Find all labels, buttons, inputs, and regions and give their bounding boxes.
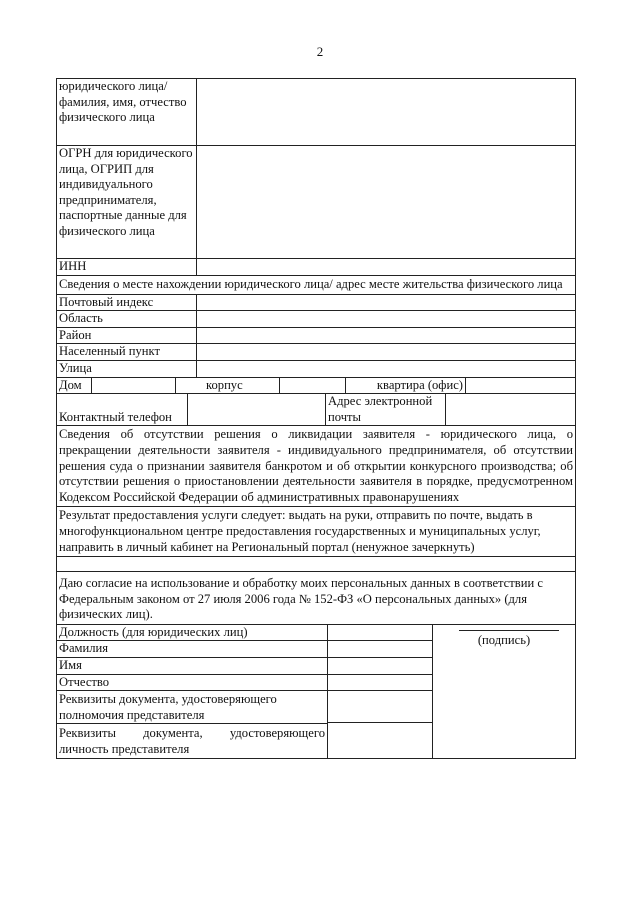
phone-field[interactable]	[187, 394, 325, 425]
street-field[interactable]	[197, 361, 575, 377]
locality-row	[57, 344, 575, 361]
house-row	[57, 378, 575, 395]
contact-row	[57, 394, 575, 426]
region-label: Область	[57, 311, 197, 327]
house-label: Дом	[59, 377, 82, 392]
locality-label: Населенный пункт	[57, 344, 197, 360]
building-label: корпус	[175, 378, 279, 394]
signature-section	[56, 625, 576, 759]
rep-identity-label: Реквизиты документа, удостоверяющего личность представителя	[59, 726, 325, 757]
form-table	[56, 78, 576, 625]
district-field[interactable]	[197, 328, 575, 344]
address-header-row	[57, 276, 575, 295]
street-label: Улица	[57, 361, 197, 377]
region-field[interactable]	[197, 311, 575, 327]
building-field[interactable]	[279, 378, 345, 394]
ogrn-row	[57, 146, 575, 259]
signature-area[interactable]	[433, 625, 575, 758]
postal-index-label: Почтовый индекс	[57, 295, 197, 311]
signature-values	[327, 625, 433, 758]
district-label: Район	[57, 328, 197, 344]
email-label: Адрес электронной почты	[325, 394, 445, 425]
result-info-text: Результат предоставления услуги следует: выдать на руки, отправить по почте, выдать в многофункциональном центре предоставления государственных и муниципальных услуг, направить в личный кабинет на Региональный портал (ненужное зачеркнуть)	[59, 508, 541, 554]
district-row	[57, 328, 575, 345]
empty-row	[57, 557, 575, 572]
application-form	[56, 78, 576, 759]
patronymic-field[interactable]	[328, 675, 432, 692]
consent-row	[57, 572, 575, 625]
postal-index-row	[57, 295, 575, 312]
apartment-label: квартира (офис)	[345, 378, 465, 394]
result-info-row	[57, 507, 575, 557]
inn-label: ИНН	[57, 259, 197, 275]
surname-field[interactable]	[328, 641, 432, 658]
address-header: Сведения о месте нахождении юридического лица/ адрес месте жительства физического лица	[59, 277, 563, 291]
email-field[interactable]	[445, 394, 575, 425]
absence-info-row	[57, 426, 575, 507]
empty-field[interactable]	[57, 557, 575, 571]
inn-field[interactable]	[197, 259, 575, 275]
first-name-label: Имя	[57, 658, 327, 675]
inn-row	[57, 259, 575, 276]
consent-text: Даю согласие на использование и обработку моих персональных данных в соответствии с Федеральным законом от 27 июля 2006 года № 152-ФЗ «О персональных данных» (для физических лиц).	[59, 576, 543, 622]
signature-caption: (подпись)	[477, 632, 531, 647]
region-row	[57, 311, 575, 328]
locality-field[interactable]	[197, 344, 575, 360]
applicant-name-label: юридического лица/фамилия, имя, отчество физического лица	[57, 79, 197, 145]
page-number: 2	[316, 44, 324, 59]
applicant-name-field[interactable]	[197, 79, 575, 145]
postal-index-field[interactable]	[197, 295, 575, 311]
ogrn-label: ОГРН для юридического лица, ОГРИП для индивидуального предпринимателя, паспортные данные для физического лица	[57, 146, 197, 258]
phone-label: Контактный телефон	[59, 410, 172, 425]
signature-labels	[57, 625, 327, 758]
patronymic-label: Отчество	[57, 675, 327, 692]
apartment-field[interactable]	[465, 378, 575, 394]
rep-authority-label: Реквизиты документа, удостоверяющего полномочия представителя	[57, 691, 327, 724]
applicant-name-row	[57, 79, 575, 146]
rep-authority-field[interactable]	[328, 691, 432, 723]
surname-label: Фамилия	[57, 641, 327, 658]
signature-line	[459, 630, 559, 631]
absence-info-text: Сведения об отсутствии решения о ликвидации заявителя - юридического лица, о прекращении деятельности заявителя - индивидуального предпринимателя, об отсутствии решения суда о признании заявителя банкротом и об открытии конкурсного производства; об отсутствии решения о приостановлении деятельности заявителя в порядке, предусмотренном Кодексом Российской Федерации об административных правонарушениях	[59, 427, 573, 504]
position-label: Должность (для юридических лиц)	[57, 625, 327, 642]
street-row	[57, 361, 575, 378]
ogrn-field[interactable]	[197, 146, 575, 258]
house-field[interactable]	[91, 378, 175, 394]
position-field[interactable]	[328, 625, 432, 642]
first-name-field[interactable]	[328, 658, 432, 675]
